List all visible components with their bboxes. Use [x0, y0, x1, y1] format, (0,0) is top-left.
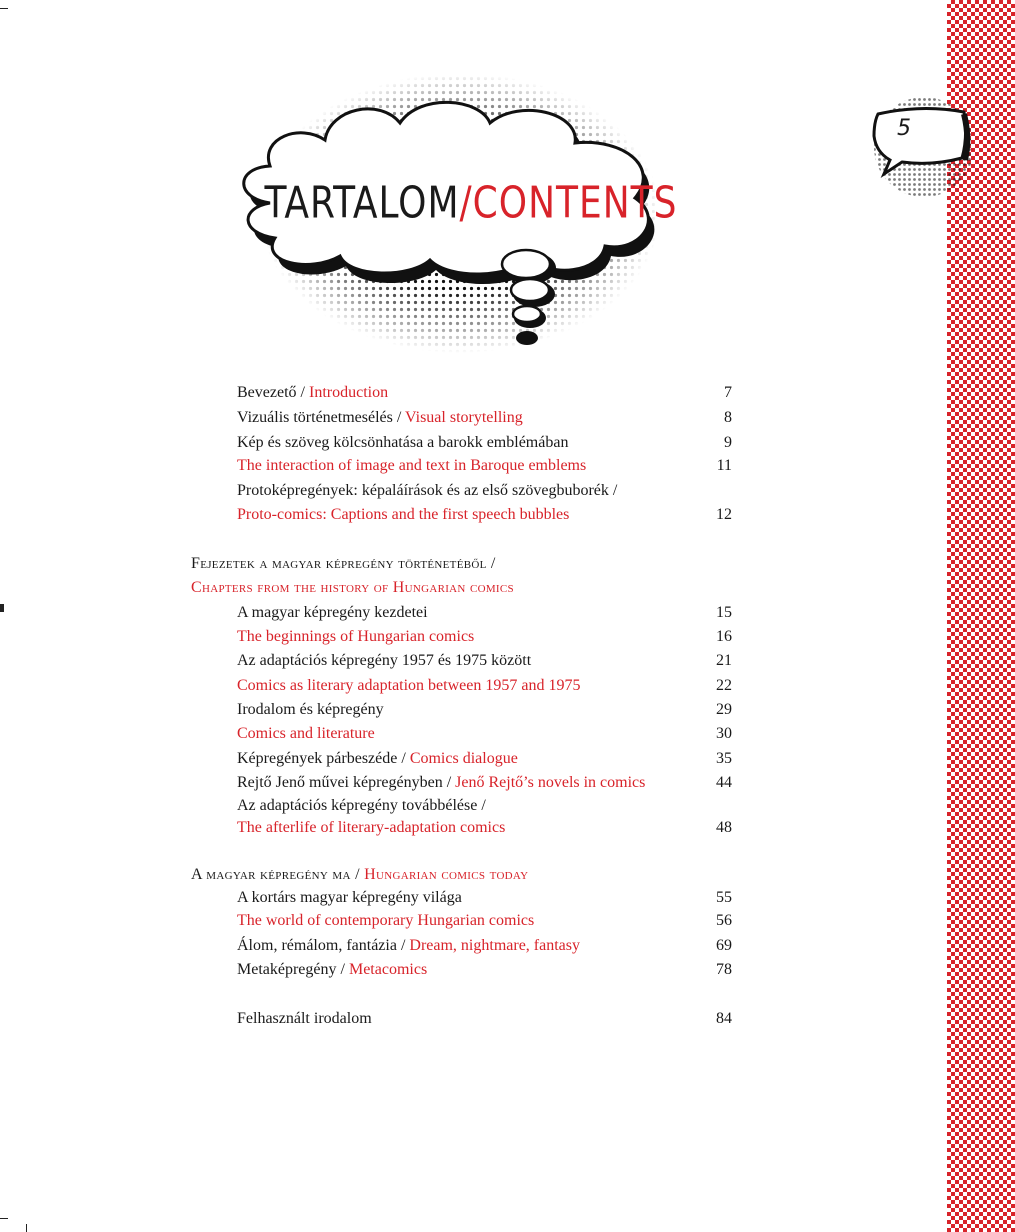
page-ref: 11 [716, 457, 732, 474]
page-ref: 12 [716, 506, 732, 523]
toc-entry: Az adaptációs képregény 1957 és 1975 között 21 [237, 652, 732, 669]
toc-entry: Vizuális történetmesélés / Visual storytelling 8 [237, 409, 732, 426]
page-ref: 29 [716, 701, 732, 718]
toc-entry: Comics and literature 30 [237, 725, 732, 742]
toc-entry: Képregények párbeszéde / Comics dialogue 35 [237, 750, 732, 767]
toc-entry: A kortárs magyar képregény világa 55 [237, 889, 732, 906]
toc-entry: The beginnings of Hungarian comics 16 [237, 628, 732, 645]
toc-entry: Álom, rémálom, fantázia / Dream, nightmare, fantasy 69 [237, 937, 732, 954]
title-separator: / [459, 177, 473, 229]
toc-entry: Irodalom és képregény 29 [237, 701, 732, 718]
page-number-bubble-icon [862, 92, 972, 202]
page-ref: 16 [716, 628, 732, 645]
toc-entry: Proto-comics: Captions and the first speech bubbles 12 [237, 506, 732, 523]
toc-entry: Comics as literary adaptation between 1957 and 1975 22 [237, 677, 732, 694]
page-ref: 8 [724, 409, 732, 426]
toc-entry: The interaction of image and text in Baroque emblems 11 [237, 457, 732, 474]
page-ref: 84 [716, 1010, 732, 1027]
page-title [236, 178, 706, 229]
chapter-heading: A magyar képregény ma / Hungarian comics today [191, 866, 529, 883]
page-ref: 35 [716, 750, 732, 767]
chapter-heading-en: Chapters from the history of Hungarian comics [191, 579, 514, 596]
page-ref: 30 [716, 725, 732, 742]
title-en: CONTENTS [472, 177, 678, 229]
toc-entry: The afterlife of literary-adaptation comics 48 [237, 819, 732, 836]
title-hu: TARTALOM [264, 177, 460, 229]
page-ref: 7 [724, 384, 732, 401]
page-ref: 21 [716, 652, 732, 669]
page-ref: 22 [716, 677, 732, 694]
toc-entry: Metaképregény / Metacomics 78 [237, 961, 732, 978]
page-ref: 56 [716, 912, 732, 929]
page-ref: 9 [724, 434, 732, 451]
toc-entry: Bevezető / Introduction 7 [237, 384, 732, 401]
page-ref: 15 [716, 604, 732, 621]
page-ref: 55 [716, 889, 732, 906]
chapter-heading: Fejezetek a magyar képregény történetéből / [191, 555, 496, 572]
toc-entry: Az adaptációs képregény továbbélése / [237, 797, 486, 814]
toc-entry: The world of contemporary Hungarian comics 56 [237, 912, 732, 929]
toc-entry: Rejtő Jenő művei képregényben / Jenő Rejtő’s novels in comics 44 [237, 774, 732, 791]
page-ref: 69 [716, 937, 732, 954]
toc-entry: Kép és szöveg kölcsönhatása a barokk emblémában 9 [237, 434, 732, 451]
toc-entry-bibliography: Felhasznált irodalom 84 [237, 1010, 732, 1027]
page-ref: 48 [716, 819, 732, 836]
page-ref: 78 [716, 961, 732, 978]
toc-entry: Protoképregények: képaláírások és az első szövegbuborék / [237, 482, 618, 499]
toc-entry: A magyar képregény kezdetei 15 [237, 604, 732, 621]
page-ref: 44 [716, 774, 732, 791]
page-number: 5 [897, 116, 911, 141]
